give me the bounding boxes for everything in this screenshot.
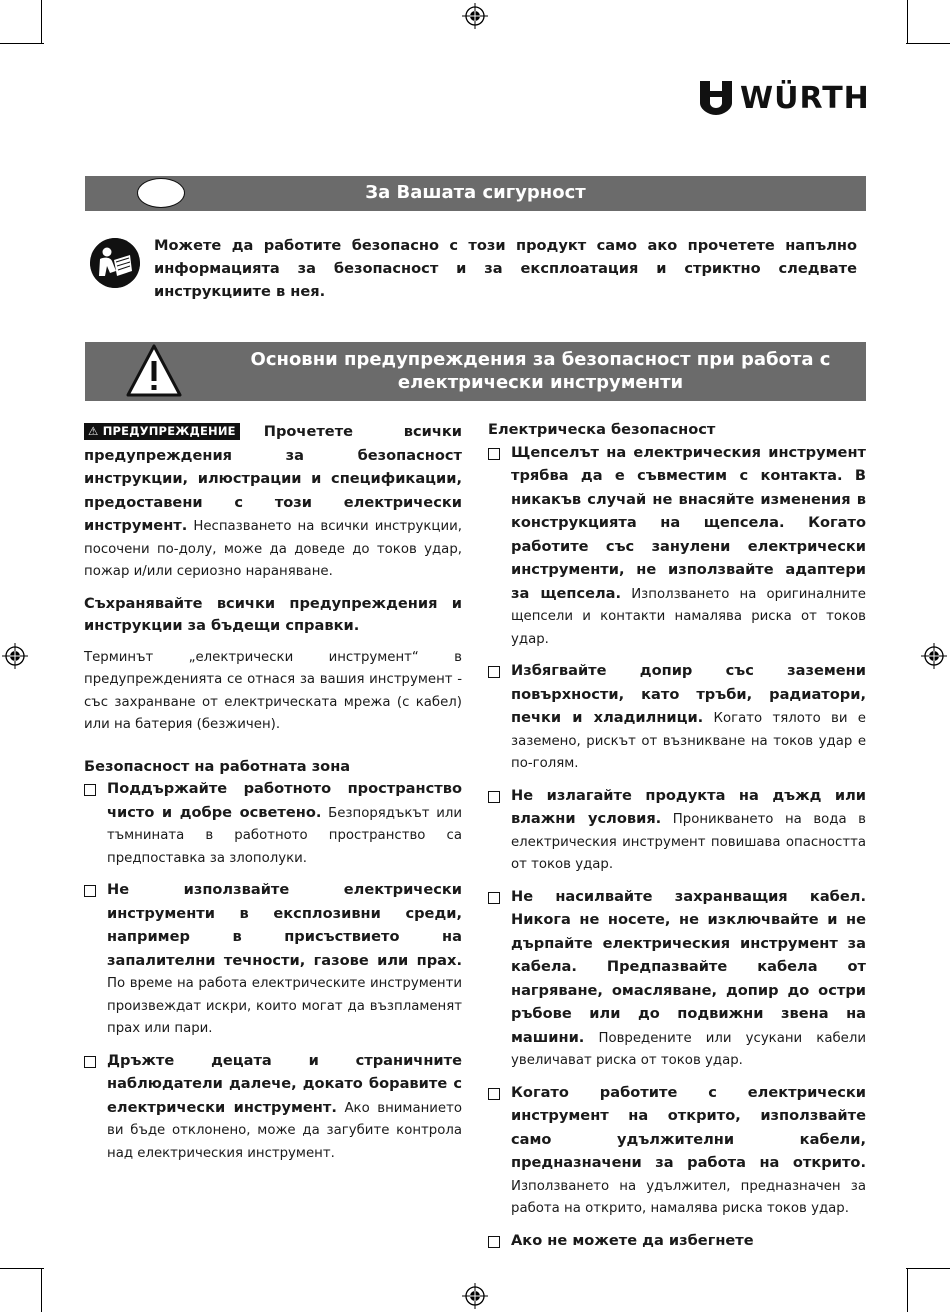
list-item — [488, 1082, 866, 1221]
brand-name: WÜRTH — [740, 80, 870, 116]
checkbox-bullet-icon — [488, 892, 500, 904]
checkbox-bullet-icon — [84, 1056, 96, 1068]
list-item — [84, 879, 462, 1041]
list-item-text: По време на работа електрическите инструменти произвеждат искри, които могат да възпламенят прах или пари. — [107, 976, 462, 1036]
warning-body-text: Неспазването на всички инструкции, посочени по-долу, може да доведе до токов удар, пожар и/или сериозно нараняване. — [84, 519, 462, 579]
list-item — [488, 785, 866, 877]
list-item-text: Използването на оригиналните щепсели и контакти намалява риска от токов удар. — [511, 586, 866, 647]
warning-triangle-icon — [125, 343, 183, 399]
list-item — [84, 778, 462, 870]
section-header-safety — [85, 176, 866, 211]
section-header-warnings — [85, 342, 866, 401]
registration-mark-icon — [462, 1283, 488, 1309]
crop-mark — [907, 1268, 908, 1312]
list-item-text: Повредените или усукани кабели увеличават риска от токов удар. — [511, 1030, 866, 1068]
wurth-logo-icon — [700, 81, 732, 115]
list-item-bold: Ако не можете да избегнете — [511, 1231, 754, 1249]
registration-mark-icon — [2, 643, 28, 669]
checkbox-bullet-icon — [488, 1236, 500, 1248]
list-item-bold: Избягвайте допир със заземени повърхности, като тръби, радиатори, печки и хладилници. — [511, 662, 866, 726]
section-title-line: електрически инструменти — [397, 372, 684, 393]
registration-mark-icon — [462, 3, 488, 29]
checkbox-bullet-icon — [488, 1088, 500, 1100]
section-title-line: Основни предупреждения за безопасност при работа с — [250, 349, 831, 370]
crop-mark — [0, 1268, 44, 1269]
work-area-heading: Безопасност на работната зона — [84, 757, 351, 775]
right-column — [488, 419, 866, 1253]
list-item-text: Когато тялото ви е заземено, рискът от възникване на токов удар е по-голям. — [511, 711, 866, 771]
left-column — [84, 421, 462, 1165]
crop-mark — [907, 0, 908, 44]
list-item-bold: Когато работите с електрически инструмент на открито, използвайте само удължителни кабели, предназначени за работа на открито. — [511, 1083, 866, 1171]
list-item — [488, 442, 866, 652]
list-item-bold: Не насилвайте захранващия кабел. Никога не носете, не изключвайте и не дърпайте електрическия инструмент за кабела. Предпазвайте кабела от нагряване, омасляване, допир до остри ръбове или до подвижни звена на машини. — [511, 887, 866, 1046]
list-item-text: Ако вниманието ви бъде отклонено, може да загубите контрола над електрическия инструмент. — [107, 1100, 462, 1161]
term-paragraph: Терминът „електрически инструмент“ в предупрежденията се отнася за вашия инструмент - със захранване от електрическата мрежа (с кабел) или на батерия (безжичен). — [84, 649, 462, 732]
list-item-text: Проникването на вода в електрическия инструмент повишава опасността от токов удар. — [511, 812, 866, 872]
checkbox-bullet-icon — [488, 448, 500, 460]
warning-badge-label: ПРЕДУПРЕЖДЕНИЕ — [102, 424, 236, 438]
read-manual-icon — [90, 238, 140, 288]
checkbox-bullet-icon — [84, 885, 96, 897]
checkbox-bullet-icon — [84, 784, 96, 796]
section-title: За Вашата сигурност — [365, 182, 586, 203]
list-item-text: Безпорядъкът или тъмнината в работното пространство са предпоставка за злополуки. — [107, 805, 463, 866]
list-item — [488, 886, 866, 1073]
crop-mark — [906, 43, 950, 44]
checkbox-bullet-icon — [488, 791, 500, 803]
registration-mark-icon — [921, 643, 947, 669]
safety-intro-text: Можете да работите безопасно с този продукт само ако прочетете напълно информацията за безопасност и за експлоатация и стриктно следвате инструкциите в нея. — [154, 237, 857, 300]
crop-mark — [41, 1268, 42, 1312]
list-item — [84, 1050, 462, 1166]
keep-instructions-heading: Съхранявайте всички предупреждения и инструкции за бъдещи справки. — [84, 594, 462, 634]
warning-badge: ⚠ ПРЕДУПРЕЖДЕНИЕ — [84, 423, 240, 440]
list-item-bold: Не използвайте електрически инструменти в експлозивни среди, например в присъствието на запалителни течности, газове или прах. — [107, 881, 462, 969]
crop-mark — [906, 1268, 950, 1269]
list-item — [488, 1230, 866, 1254]
list-item-bold: Дръжте децата и страничните наблюдатели далече, докато боравите с електрически инструмент. — [107, 1051, 462, 1116]
wurth-logo — [700, 78, 870, 118]
list-item-bold: Щепселът на електрическия инструмент трябва да е съвместим с контакта. В никакъв случай не внасяйте изменения в конструкцията на щепсела. Когато работите със занулени електрически инструменти, не използвайте адаптери за щепсела. — [511, 443, 866, 602]
general-warning-paragraph — [84, 421, 462, 584]
crop-mark — [41, 0, 42, 44]
electrical-safety-heading: Електрическа безопасност — [488, 421, 716, 438]
list-item-text: Използването на удължител, предназначен за работа на открито, намалява риска токов удар. — [511, 1178, 866, 1216]
list-item-bold: Поддържайте работното пространство чисто и добре осветено. — [107, 780, 462, 821]
crop-mark — [0, 43, 44, 44]
list-item-bold: Не излагайте продукта на дъжд или влажни условия. — [511, 786, 866, 827]
section-title — [225, 348, 856, 394]
list-item — [488, 660, 866, 776]
warning-bold-text: Прочетете всички предупреждения за безопасност инструкции, илюстрации и спецификации, предоставени с този електрически инструмент. — [84, 423, 462, 534]
checkbox-bullet-icon — [488, 666, 500, 678]
